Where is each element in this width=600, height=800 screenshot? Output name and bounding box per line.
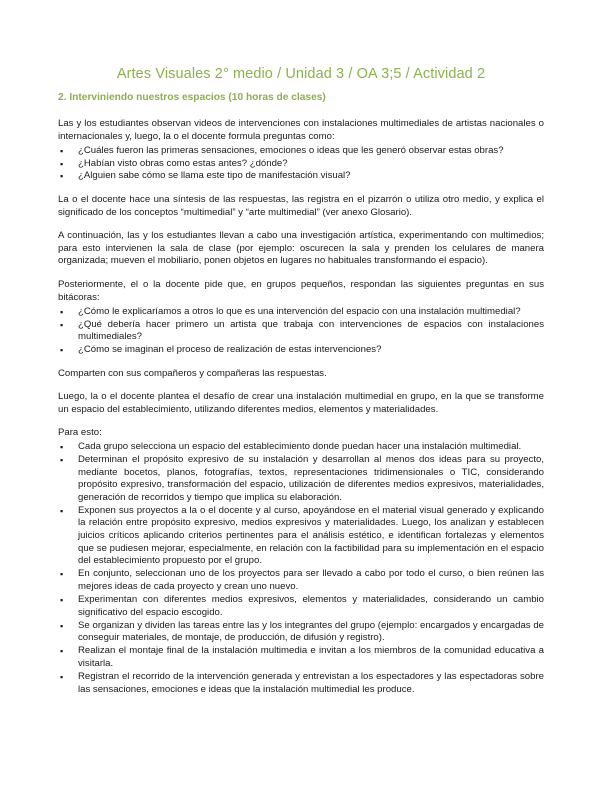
list-item — [58, 306, 544, 319]
list-item — [58, 344, 544, 357]
list-item-text: ¿Cómo se imaginan el proceso de realización de estas intervenciones? — [78, 343, 382, 355]
list-item-text: Determinan el propósito expresivo de su instalación y desarrollan al menos dos ideas para su proyecto, mediante bocetos, planos, fotografías, textos, representaciones tridimensionales o TIC, considerando propósito expresivo, transformación del espacio, utilización de diferentes medios expresivos, materialidades, generación de recorridos y tiempo que implica su elaboración. — [78, 453, 544, 503]
question-list-1 — [58, 145, 544, 183]
list-item — [58, 568, 544, 593]
bullet-icon: ▪ — [60, 595, 64, 605]
list-item-text: ¿Cómo le explicaríamos a otros lo que es una intervención del espacio con una instalación multimedial? — [78, 306, 521, 318]
paragraph-para-esto: Para esto: — [58, 427, 102, 439]
list-item-text: ¿Alguien sabe cómo se llama este tipo de manifestación visual? — [78, 170, 351, 182]
list-item — [58, 645, 544, 670]
section-heading: 2. Interviniendo nuestros espacios (10 horas de clases) — [58, 92, 326, 103]
list-item-text: Registran el recorrido de la intervención generada y entrevistan a los espectadores y las espectadoras sobre las sensaciones, emociones e ideas que la instalación multimedial les produce. — [78, 671, 544, 695]
bullet-icon: ▪ — [60, 158, 64, 169]
bullet-icon: ▪ — [60, 146, 64, 157]
bullet-icon: ▪ — [60, 307, 64, 318]
bullet-icon: ▪ — [60, 672, 64, 683]
list-item-text: ¿Qué debería hacer primero un artista que trabaja con intervenciones de espacios con instalaciones multimediales? — [78, 318, 544, 343]
page-title: Artes Visuales 2° medio / Unidad 3 / OA 3;5 / Actividad 2 — [116, 66, 486, 82]
bullet-icon: ▪ — [60, 319, 64, 330]
list-item — [58, 594, 544, 619]
list-item — [58, 441, 544, 454]
bullet-icon: ▪ — [60, 505, 64, 516]
list-item — [58, 671, 544, 696]
bullet-icon: ▪ — [60, 620, 64, 631]
paragraph-synthesis: La o el docente hace una síntesis de las respuestas, las registra en el pizarrón o utiliza otro medio, y explica el significado de los conceptos “multimedial” y “arte multimedial” (ver anexo Glosario). — [58, 193, 544, 218]
task-list — [58, 441, 544, 696]
list-item — [58, 158, 544, 171]
list-item — [58, 620, 544, 645]
bullet-icon: ▪ — [60, 344, 64, 355]
question-list-2 — [58, 306, 544, 356]
bullet-icon: ▪ — [60, 171, 64, 182]
document-page — [58, 66, 544, 707]
list-item-text: Experimentan con diferentes medios expresivos, elementos y materialidades, considerando un cambio significativo del espacio escogido. — [78, 594, 544, 618]
list-item-text: Realizan el montaje final de la instalación multimedia e invitan a los miembros de la comunidad educativa a visitarla. — [78, 645, 544, 669]
list-item-text: Se organizan y dividen las tareas entre las y los integrantes del grupo (ejemplo: encargados y encargadas de conseguir materiales, de montaje, de producción, de difusión y registro). — [78, 619, 544, 644]
paragraph-challenge: Luego, la o el docente plantea el desafío de crear una instalación multimedial en grupo, en la que se transforme un espacio del establecimiento, utilizando diferentes medios, elementos y materialidades. — [58, 391, 544, 415]
list-item-text: Cada grupo selecciona un espacio del establecimiento donde puedan hacer una instalación multimedial. — [78, 440, 522, 452]
bullet-icon: ▪ — [60, 646, 64, 657]
paragraph-investigation: A continuación, las y los estudiantes llevan a cabo una investigación artística, experimentando con multimedios; para esto intervienen la sala de clase (por ejemplo: oscurecen la sala y prenden los celulares de manera organizada; mueven el mobiliario, ponen objetos en lugares no habituales transformando el espacio). — [58, 230, 544, 267]
list-item — [58, 145, 544, 158]
bullet-icon: ▪ — [60, 441, 64, 452]
list-item — [58, 505, 544, 568]
paragraph-groups: Posteriormente, el o la docente pide que, en grupos pequeños, respondan las siguientes preguntas en sus bitácoras: — [58, 278, 544, 303]
list-item-text: En conjunto, seleccionan uno de los proyectos para ser llevado a cabo por todo el curso, o bien reúnen las mejores ideas de cada proyecto y crean uno nuevo. — [78, 568, 544, 592]
paragraph-share: Comparten con sus compañeros y compañeras las respuestas. — [58, 367, 327, 379]
paragraph-intro: Las y los estudiantes observan videos de intervenciones con instalaciones multimediales de artistas nacionales o internacionales y, luego, la o el docente formula preguntas como: — [58, 118, 544, 142]
bullet-icon: ▪ — [60, 454, 64, 465]
list-item-text: ¿Cuáles fueron las primeras sensaciones, emociones o ideas que les generó observar estas obras? — [78, 145, 504, 157]
list-item — [58, 454, 544, 504]
bullet-icon: ▪ — [60, 569, 64, 580]
list-item-text: Exponen sus proyectos a la o el docente y al curso, apoyándose en el material visual generado y explicando la relación entre propósito expresivo, medios expresivos y materialidades. Luego, los analizan y establecen juicios críticos aplicando criterios pertinentes para el análisis estético, e identifican fortalezas y elementos que se pudiesen mejorar, especialmente, en relación con la factibilidad para su implementación en el espacio del establecimiento propuesto por el grupo. — [78, 504, 544, 567]
list-item — [58, 319, 544, 344]
list-item-text: ¿Habían visto obras como estas antes? ¿dónde? — [78, 157, 288, 169]
list-item — [58, 170, 544, 183]
